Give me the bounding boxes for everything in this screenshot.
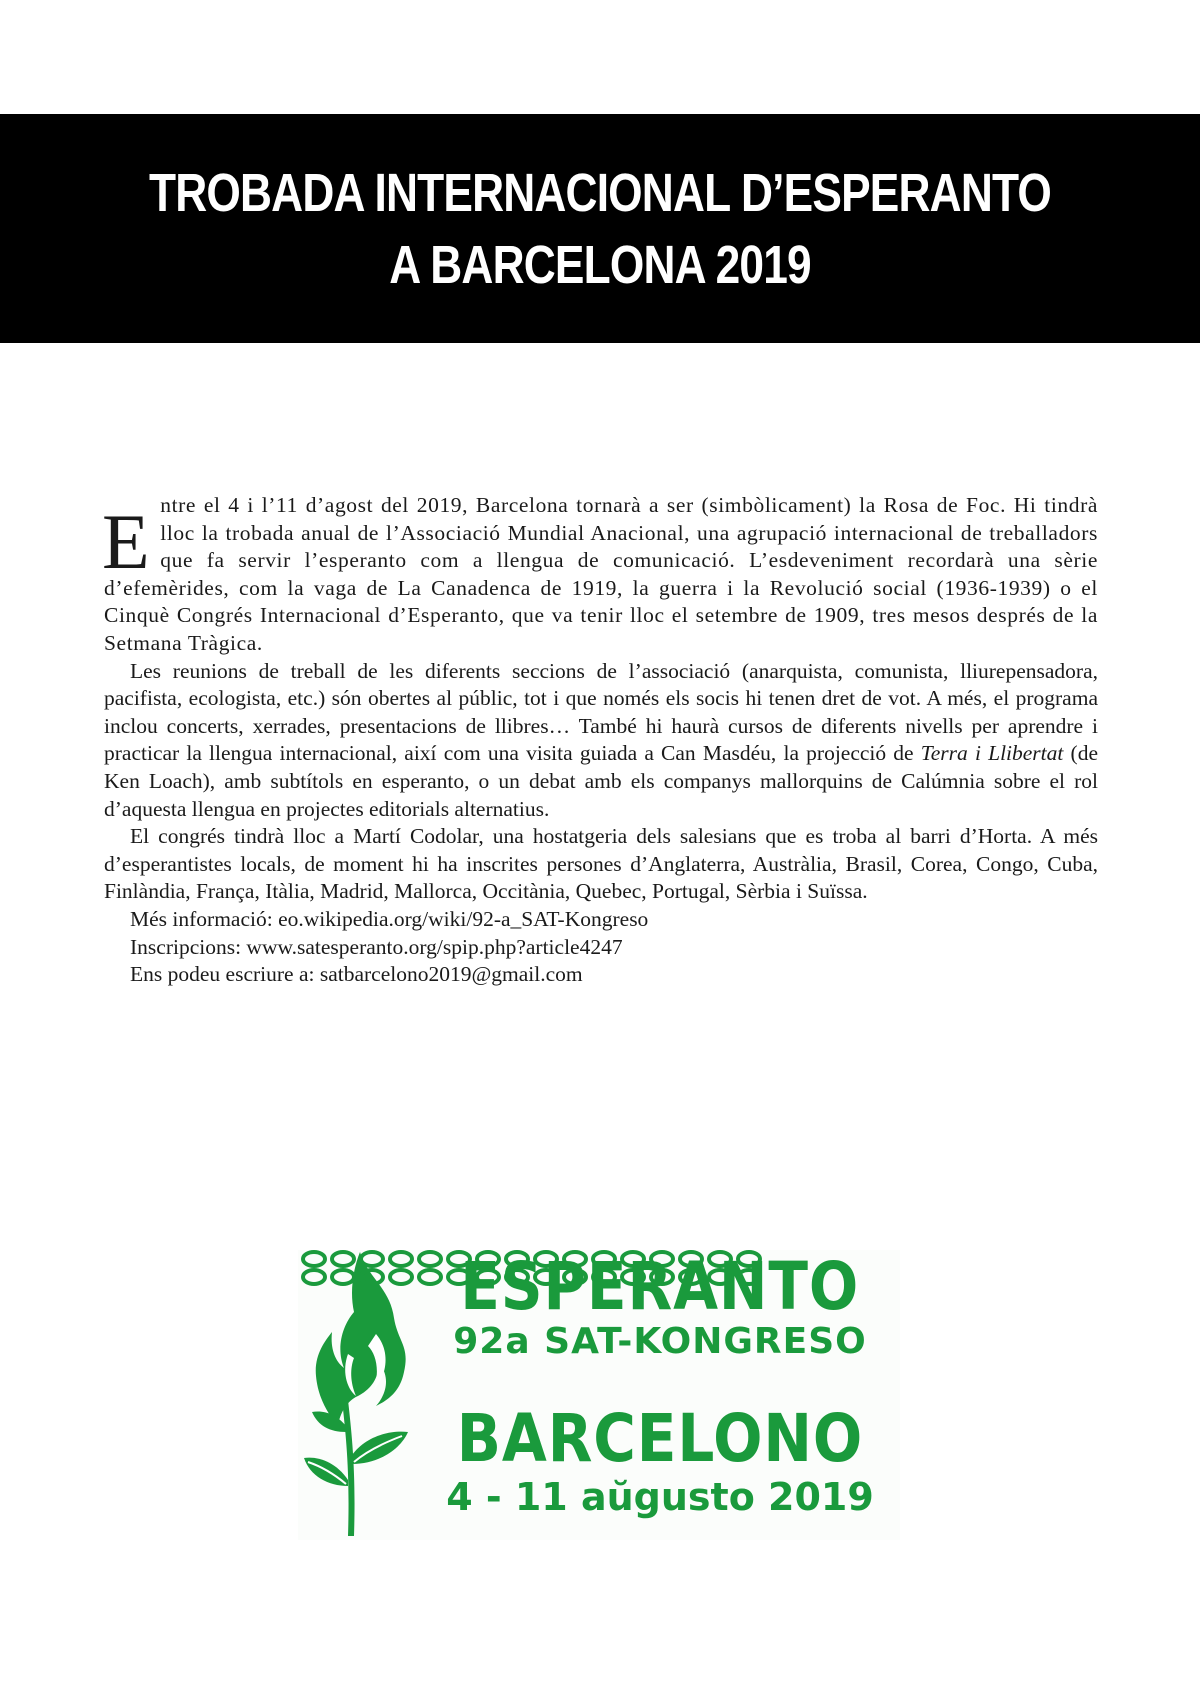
ornament-link bbox=[419, 1252, 441, 1266]
ornament-link bbox=[390, 1270, 412, 1284]
paragraph-intro-text: ntre el 4 i l’11 d’agost del 2019, Barcelona tornarà a ser (simbòlicament) la Rosa de Foc. Hi tindrà lloc la trobada anual de l’Associació Mundial Anacional, una agrupació internacional de treballadors que fa servir l’esperanto com a llengua de comunicació. L’esdeveniment recordarà una sèrie d’efemèrides, com la vaga de La Canadenca de 1919, la guerra i la Revolució social (1936-1939) o el Cinquè Congrés Internacional d’Esperanto, que va tenir lloc el setembre de 1909, tres mesos després de la Setmana Tràgica. bbox=[104, 493, 1098, 655]
ornament-link bbox=[332, 1252, 354, 1266]
ornament-link bbox=[477, 1270, 499, 1284]
ornament-link bbox=[622, 1270, 644, 1284]
article-body bbox=[104, 492, 1098, 989]
ornament-link bbox=[738, 1252, 760, 1266]
ornament-link bbox=[419, 1270, 441, 1284]
paragraph-intro bbox=[104, 492, 1098, 658]
ornament-link bbox=[535, 1270, 557, 1284]
ornament-link bbox=[709, 1270, 731, 1284]
page-title-line-1: TROBADA INTERNACIONAL D’ESPERANTO bbox=[148, 162, 1052, 223]
ornament-link bbox=[593, 1252, 615, 1266]
logo-esperanto: ESPERANTO bbox=[460, 1248, 860, 1325]
film-title: Terra i Llibertat bbox=[920, 741, 1064, 766]
ornament-link bbox=[361, 1252, 383, 1266]
ornament-chain bbox=[298, 1250, 772, 1286]
rose-of-fire-icon bbox=[298, 1250, 422, 1540]
ornament-link bbox=[361, 1270, 383, 1284]
ornament-link bbox=[448, 1252, 470, 1266]
title-banner bbox=[0, 114, 1200, 343]
ornament-link bbox=[303, 1270, 325, 1284]
paragraph-program bbox=[104, 658, 1098, 824]
ornament-link bbox=[593, 1270, 615, 1284]
ornament-link bbox=[680, 1270, 702, 1284]
ornament-link bbox=[303, 1252, 325, 1266]
ornament-link bbox=[651, 1270, 673, 1284]
ornament-link bbox=[680, 1252, 702, 1266]
ornament-link bbox=[448, 1270, 470, 1284]
congress-logo bbox=[298, 1250, 900, 1540]
info-registration: Inscripcions: www.satesperanto.org/spip.php?article4247 bbox=[130, 934, 623, 959]
ornament-link bbox=[738, 1270, 760, 1284]
paragraph-program-text-a: Les reunions de treball de les diferents seccions de l’associació (anarquista, comunista, lliurepensadora, pacifista, ecologista, etc.) són obertes al públic, tot i que només els socis hi tenen dret de vot. A més, el programa inclou concerts, xerrades, presentacions de llibres… També hi haurà cursos de diferents nivells per aprendre i practicar la llengua internacional, així com una visita guiada a Can Masdéu, la projecció de bbox=[104, 658, 1098, 766]
ornament-link bbox=[506, 1270, 528, 1284]
ornament-link bbox=[477, 1252, 499, 1266]
logo-congress-number: 92a SAT-KONGRESO bbox=[453, 1321, 867, 1362]
paragraph-program-text-b: (de Ken Loach), amb subtítols en esperanto, o un debat amb els companys mallorquins de Calúmnia sobre el rol d’aquesta llengua en projectes editorials alternatius. bbox=[104, 741, 1099, 821]
ornament-link bbox=[390, 1252, 412, 1266]
drop-cap: E bbox=[102, 498, 151, 585]
logo-barcelono: BARCELONO bbox=[456, 1400, 864, 1477]
ornament-link bbox=[651, 1252, 673, 1266]
ornament-link bbox=[709, 1252, 731, 1266]
info-contact-email: Ens podeu escriure a: satbarcelono2019@gmail.com bbox=[130, 962, 583, 987]
ornament-link bbox=[622, 1252, 644, 1266]
page-title-line-2: A BARCELONA 2019 bbox=[389, 234, 811, 295]
ornament-link bbox=[535, 1252, 557, 1266]
logo-dates: 4 - 11 aŭgusto 2019 bbox=[446, 1475, 874, 1519]
paragraph-venue: El congrés tindrà lloc a Martí Codolar, una hostatgeria dels salesians que es troba al barri d’Horta. A més d’esperantistes locals, de moment hi ha inscrites persones d’Anglaterra, Austràlia, Brasil, Corea, Congo, Cuba, Finlàndia, França, Itàlia, Madrid, Mallorca, Occitània, Quebec, Portugal, Sèrbia i Suïssa. bbox=[104, 824, 1098, 904]
ornament-link bbox=[506, 1252, 528, 1266]
ornament-link bbox=[332, 1270, 354, 1284]
ornament-link bbox=[564, 1270, 586, 1284]
ornament-link bbox=[564, 1252, 586, 1266]
info-more: Més informació: eo.wikipedia.org/wiki/92-a_SAT-Kongreso bbox=[130, 906, 649, 931]
